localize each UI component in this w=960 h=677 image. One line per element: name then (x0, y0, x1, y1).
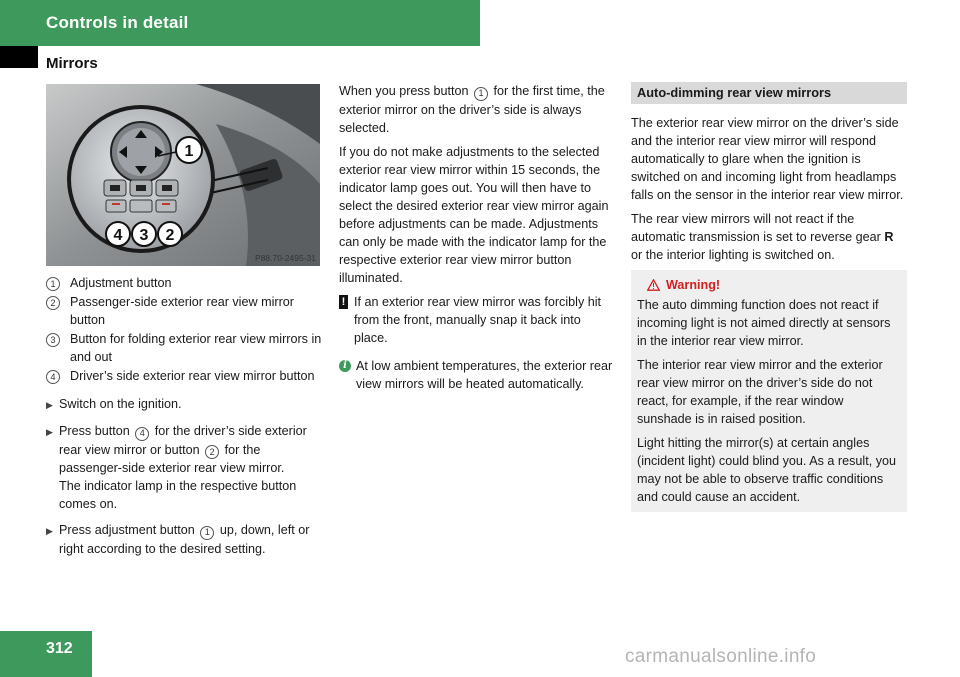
paragraph: The interior rear view mirror and the exterior rear view mirror on the driver’s side do not react, for example, if the rear window sunshade is in raised position. (637, 358, 883, 426)
section-heading: Auto-dimming rear view mirrors (631, 82, 907, 104)
legend-number: 3 (46, 333, 60, 347)
legend-number: 4 (46, 370, 60, 384)
callout-4: 4 (113, 227, 123, 244)
step-item: ▶ Switch on the ignition. (46, 395, 322, 414)
arrow-right-icon: ▶ (46, 526, 53, 536)
warning-triangle-icon (647, 279, 660, 291)
paragraph: If you do not make adjustments to the selected exterior rear view mirror within 15 seconds, the indicator lamp goes out. You will then have to select the desired exterior rear view mirror again before adjustments can be made. Adjustments can only be made with the indicator lamp for the respective exterior rear view mirror button illuminated. (339, 144, 609, 285)
chapter-title: Controls in detail (46, 13, 189, 32)
paragraph: Light hitting the mirror(s) at certain angles (incident light) could blind you. As a result, you may not be able to observe traffic conditions and could cause an accident. (637, 436, 897, 504)
step-item: ▶ Press button 4 for the driver’s side exterior rear view mirror or button 2 for the passenger-side exterior rear view mirror. The indicator lamp in the respective button comes on. (46, 424, 307, 511)
info-note: i At low ambient temperatures, the exterior rear view mirrors will be heated automatically. (339, 357, 616, 393)
list-item: 3 Button for folding exterior rear view mirrors in and out (46, 330, 322, 366)
paragraph: When you press button 1 for the first time, the exterior mirror on the driver’s side is always selected. (339, 84, 605, 135)
paragraph: The rear view mirrors will not react if the automatic transmission is set to reverse gear R or the interior lighting is switched on. (631, 212, 894, 262)
section-marker (0, 46, 38, 68)
callout-1: 1 (184, 143, 194, 160)
arrow-right-icon: ▶ (46, 400, 53, 410)
section-title: Mirrors (46, 55, 98, 72)
callout-2: 2 (165, 227, 175, 244)
legend-number: 2 (46, 296, 60, 310)
caution-note: ! If an exterior rear view mirror was forcibly hit from the front, manually snap it back into place. (339, 293, 616, 347)
arrow-right-icon: ▶ (46, 427, 53, 437)
paragraph: The exterior rear view mirror on the driver’s side and the interior rear view mirror will respond automatically to glare when the ignition is switched on and incoming light from headlamps falls on the sensor in the interior rear view mirror. (631, 116, 904, 202)
mirror-control-photo (46, 84, 320, 266)
list-item: 1 Adjustment button (46, 274, 322, 292)
page-number: 312 (46, 640, 73, 657)
column-3 (631, 82, 907, 512)
legend-number: 1 (46, 277, 60, 291)
watermark: carmanualsonline.info (625, 646, 817, 667)
photo-code: P88.70-2495-31 (255, 253, 316, 263)
exclamation-icon: ! (339, 295, 348, 309)
instruction-steps (46, 395, 322, 558)
list-item: 2 Passenger-side exterior rear view mirror button (46, 293, 322, 329)
step-item: ▶ Press adjustment button 1 up, down, left or right according to the desired setting. (46, 523, 310, 556)
list-item: 4 Driver’s side exterior rear view mirror button (46, 367, 322, 385)
warning-title: Warning! (637, 276, 901, 294)
legend-list (46, 274, 322, 385)
column-1 (46, 274, 322, 566)
paragraph: The auto dimming function does not react if incoming light is not aimed directly at sensors in the interior rear view mirror. (637, 298, 891, 348)
info-icon: i (339, 360, 351, 372)
warning-box (631, 270, 907, 512)
callout-3: 3 (139, 227, 149, 244)
column-2 (339, 82, 616, 403)
